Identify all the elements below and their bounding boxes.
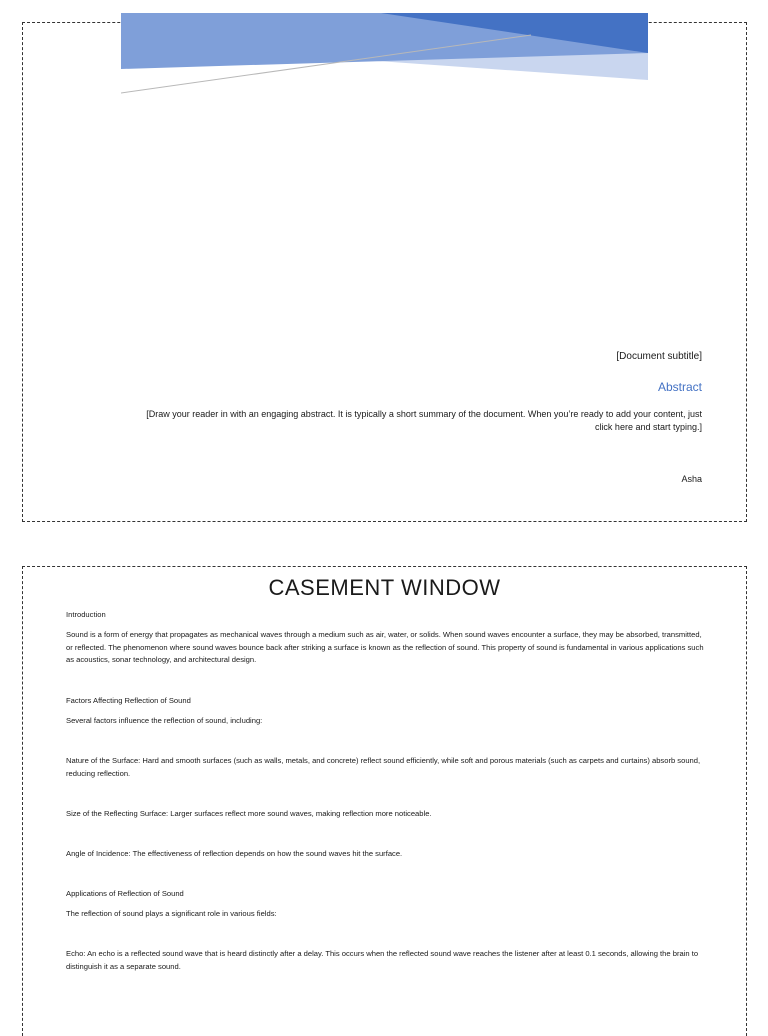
cover-banner-graphic: [121, 13, 648, 95]
abstract-heading: Abstract: [657, 380, 702, 394]
paragraph: Angle of Incidence: The effectiveness of reflection depends on how the sound waves hit the surface.: [66, 849, 403, 858]
paragraph: Nature of the Surface: Hard and smooth surfaces (such as walls, metals, and concrete) reflect sound efficiently, while soft and porous materials (such as carpets and curtains) absorb sound, reducing reflection.: [66, 756, 701, 778]
paragraph: Sound is a form of energy that propagates as mechanical waves through a medium such as air, water, or solids. When sound waves encounter a surface, they may be absorbed, transmitted, or reflected. The phenomenon where sound waves bounce back after striking a surface is known as the reflection of sound. This property of sound is fundamental in various applications such as acoustics, sonar technology, and architectural design.: [66, 630, 704, 664]
author-name[interactable]: Asha: [681, 474, 702, 484]
cover-page: [22, 22, 747, 522]
paragraph: The reflection of sound plays a significant role in various fields:: [66, 909, 277, 918]
section-heading-introduction: Introduction: [66, 610, 106, 619]
paragraph: Echo: An echo is a reflected sound wave that is heard distinctly after a delay. This occurs when the reflected sound wave reaches the listener after at least 0.1 seconds, allowing the brain to distinguish it as a separate sound.: [66, 949, 699, 971]
content-page: [22, 566, 747, 1036]
document-subtitle[interactable]: [Document subtitle]: [616, 351, 702, 362]
paragraph: Size of the Reflecting Surface: Larger surfaces reflect more sound waves, making reflection more noticeable.: [66, 809, 432, 818]
document-title[interactable]: CASEMENT WINDOW: [268, 575, 501, 600]
section-heading-applications: Applications of Reflection of Sound: [66, 889, 184, 898]
section-heading-factors: Factors Affecting Reflection of Sound: [66, 696, 191, 705]
paragraph: Several factors influence the reflection of sound, including:: [66, 716, 263, 725]
abstract-body[interactable]: [Draw your reader in with an engaging abstract. It is typically a short summary of the document. When you’re ready to add your content, just click here and start typing.]: [146, 409, 702, 432]
